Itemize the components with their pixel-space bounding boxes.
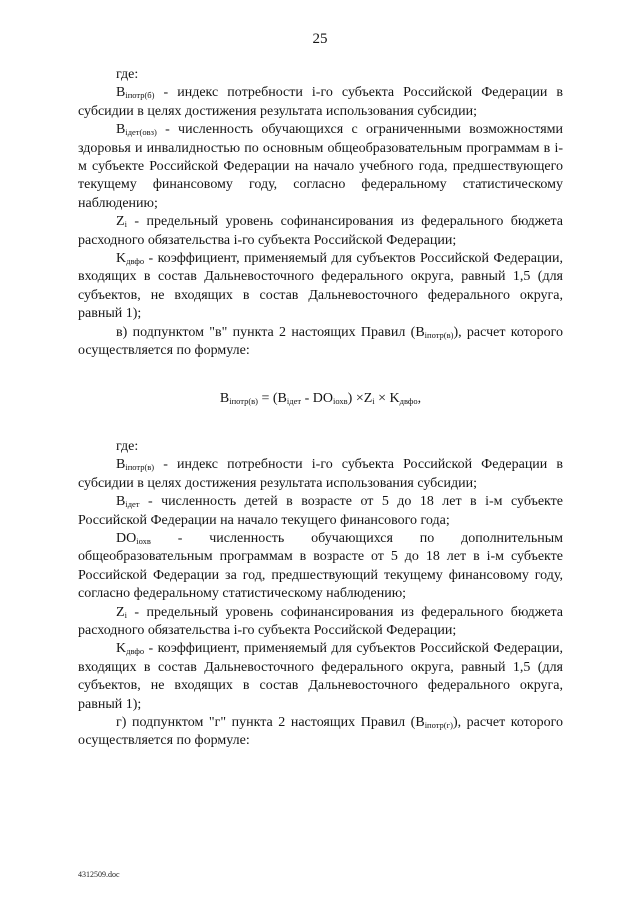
clause-g: г) подпунктом "г" пункта 2 настоящих Правил $(B_{iпотр(г)})$, расчет которого осуществляется по формуле: [78, 715, 563, 749]
definition-z-1: $Z_i$ - предельный уровень софинансирования из федерального бюджета расходного обязательства i-го субъекта Российской Федерации; [78, 214, 563, 248]
definition-k-dvfo-1: $K_{двфо}$ - коэффициент, применяемый для субъектов Российской Федерации, входящих в состав Дальневосточного федерального округа, равный 1,5 (для субъектов, не входящих в состав Дальневосточного федерального округа, равный 1); [78, 251, 563, 322]
document-filename: 4312509.doc [78, 870, 120, 879]
where-label-2: где: [116, 438, 139, 454]
definition-b-det-ovz: $B_{iдет(овз)}$ - численность обучающихся с ограниченными возможностями здоровья и инвалидностью по основным общеобразовательным программам в i-м субъекте Российской Федерации на начало учебного года, предшествующего текущему финансовому году, согласно федеральному статистическому наблюдению; [78, 122, 563, 211]
definition-k-dvfo-2: $K_{двфо}$ - коэффициент, применяемый для субъектов Российской Федерации, входящих в состав Дальневосточного федерального округа, равный 1,5 (для субъектов, не входящих в состав Дальневосточного федерального округа, равный 1); [78, 641, 563, 712]
definition-b-det: $B_{iдет}$ - численность детей в возрасте от 5 до 18 лет в i-м субъекте Российской Федерации на начало текущего финансового года; [78, 494, 563, 528]
formula-v: $B_{iпотр(в)} = (B_{iдет} - DO_{iохв}) \times Z_i \times K_{двфо}$, [219, 390, 422, 406]
where-label-1: где: [116, 67, 139, 82]
page-number: 25 [312, 31, 328, 47]
definition-z-2: $Z_i$ - предельный уровень софинансирования из федерального бюджета расходного обязательства i-го субъекта Российской Федерации; [78, 604, 563, 638]
definition-b-potr-b: $B_{iпотр(б)}$ - индекс потребности i-го субъекта Российской Федерации в субсидии в целях достижения результата использования субсидии; [78, 85, 563, 119]
definition-b-potr-v: $B_{iпотр(в)}$ - индекс потребности i-го субъекта Российской Федерации в субсидии в целях достижения результата использования субсидии; [78, 457, 563, 491]
clause-v: в) подпунктом "в" пункта 2 настоящих Правил $(B_{iпотр(в)})$, расчет которого осуществляется по формуле: [78, 324, 563, 359]
document-body [78, 66, 563, 751]
definition-do-ohv: $DO_{iохв}$ - численность обучающихся по дополнительным общеобразовательным программам в возрасте от 5 до 18 лет в i-м субъекте Российской Федерации за год, предшествующий текущему финансовому году, согласно федеральному статистическому наблюдению; [78, 530, 563, 602]
